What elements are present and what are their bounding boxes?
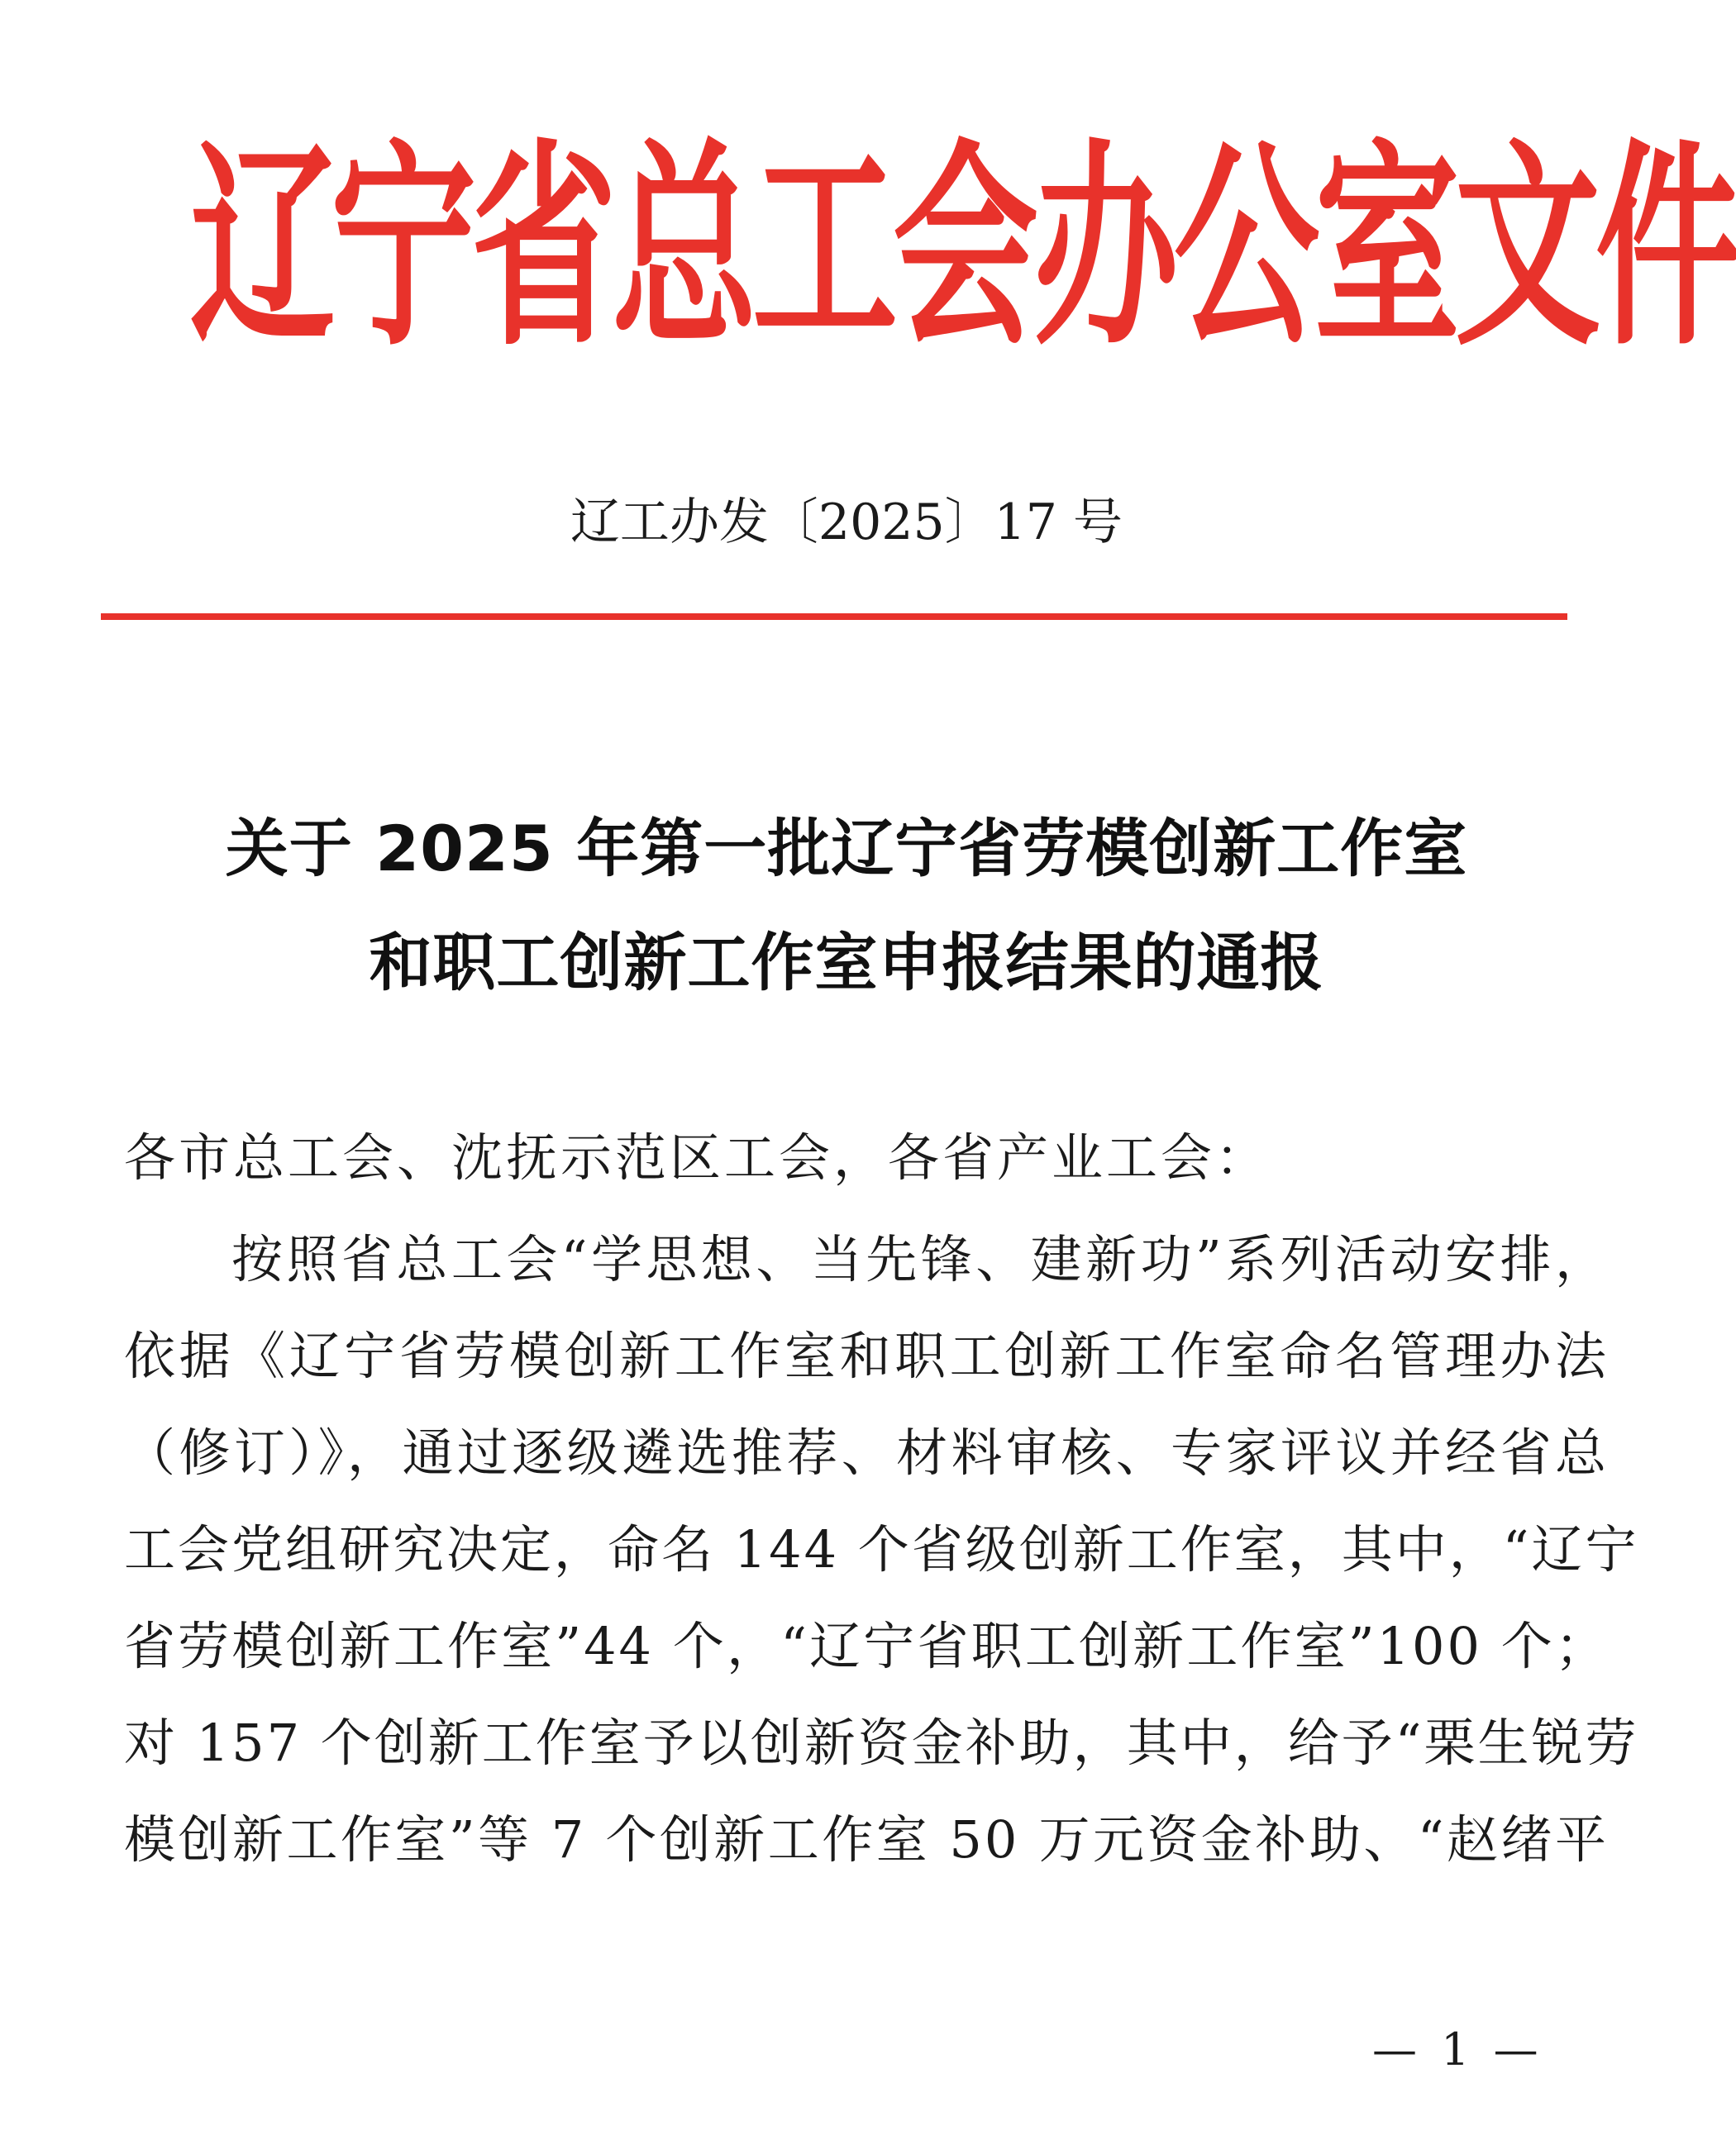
body-line: 依据《辽宁省劳模创新工作室和职工创新工作室命名管理办法: [124, 1326, 1609, 1386]
masthead: [190, 120, 1736, 384]
body-line: 模创新工作室”等 7 个创新工作室 50 万元资金补助、“赵绪平: [124, 1809, 1609, 1870]
salutation: 各市总工会、沈抚示范区工会，各省产业工会：: [124, 1127, 1271, 1188]
red-divider-line: [101, 613, 1567, 620]
body-line: 对 157 个创新工作室予以创新资金补助，其中，给予“栗生锐劳: [124, 1713, 1639, 1773]
title-line-1: 关于 2025 年第一批辽宁省劳模创新工作室: [225, 812, 1468, 885]
masthead-text: 辽宁省总工会办公室文件: [190, 121, 1736, 375]
body-paragraph: [124, 1211, 1639, 1888]
document-title: [0, 792, 1693, 1020]
body-line: 省劳模创新工作室”44 个，“辽宁省职工创新工作室”100 个；: [124, 1616, 1609, 1676]
document-number: 辽工办发〔2025〕17 号: [570, 493, 1123, 551]
page-number: — 1 —: [1372, 2023, 1543, 2075]
body-line: 工会党组研究决定，命名 144 个省级创新工作室，其中，“辽宁: [124, 1519, 1639, 1580]
body-line: （修订）》，通过逐级遴选推荐、材料审核、专家评议并经省总: [124, 1423, 1609, 1483]
title-line-2: 和职工创新工作室申报结果的通报: [369, 926, 1324, 999]
body-line: 按照省总工会“学思想、当先锋、建新功”系列活动安排，: [231, 1229, 1609, 1289]
